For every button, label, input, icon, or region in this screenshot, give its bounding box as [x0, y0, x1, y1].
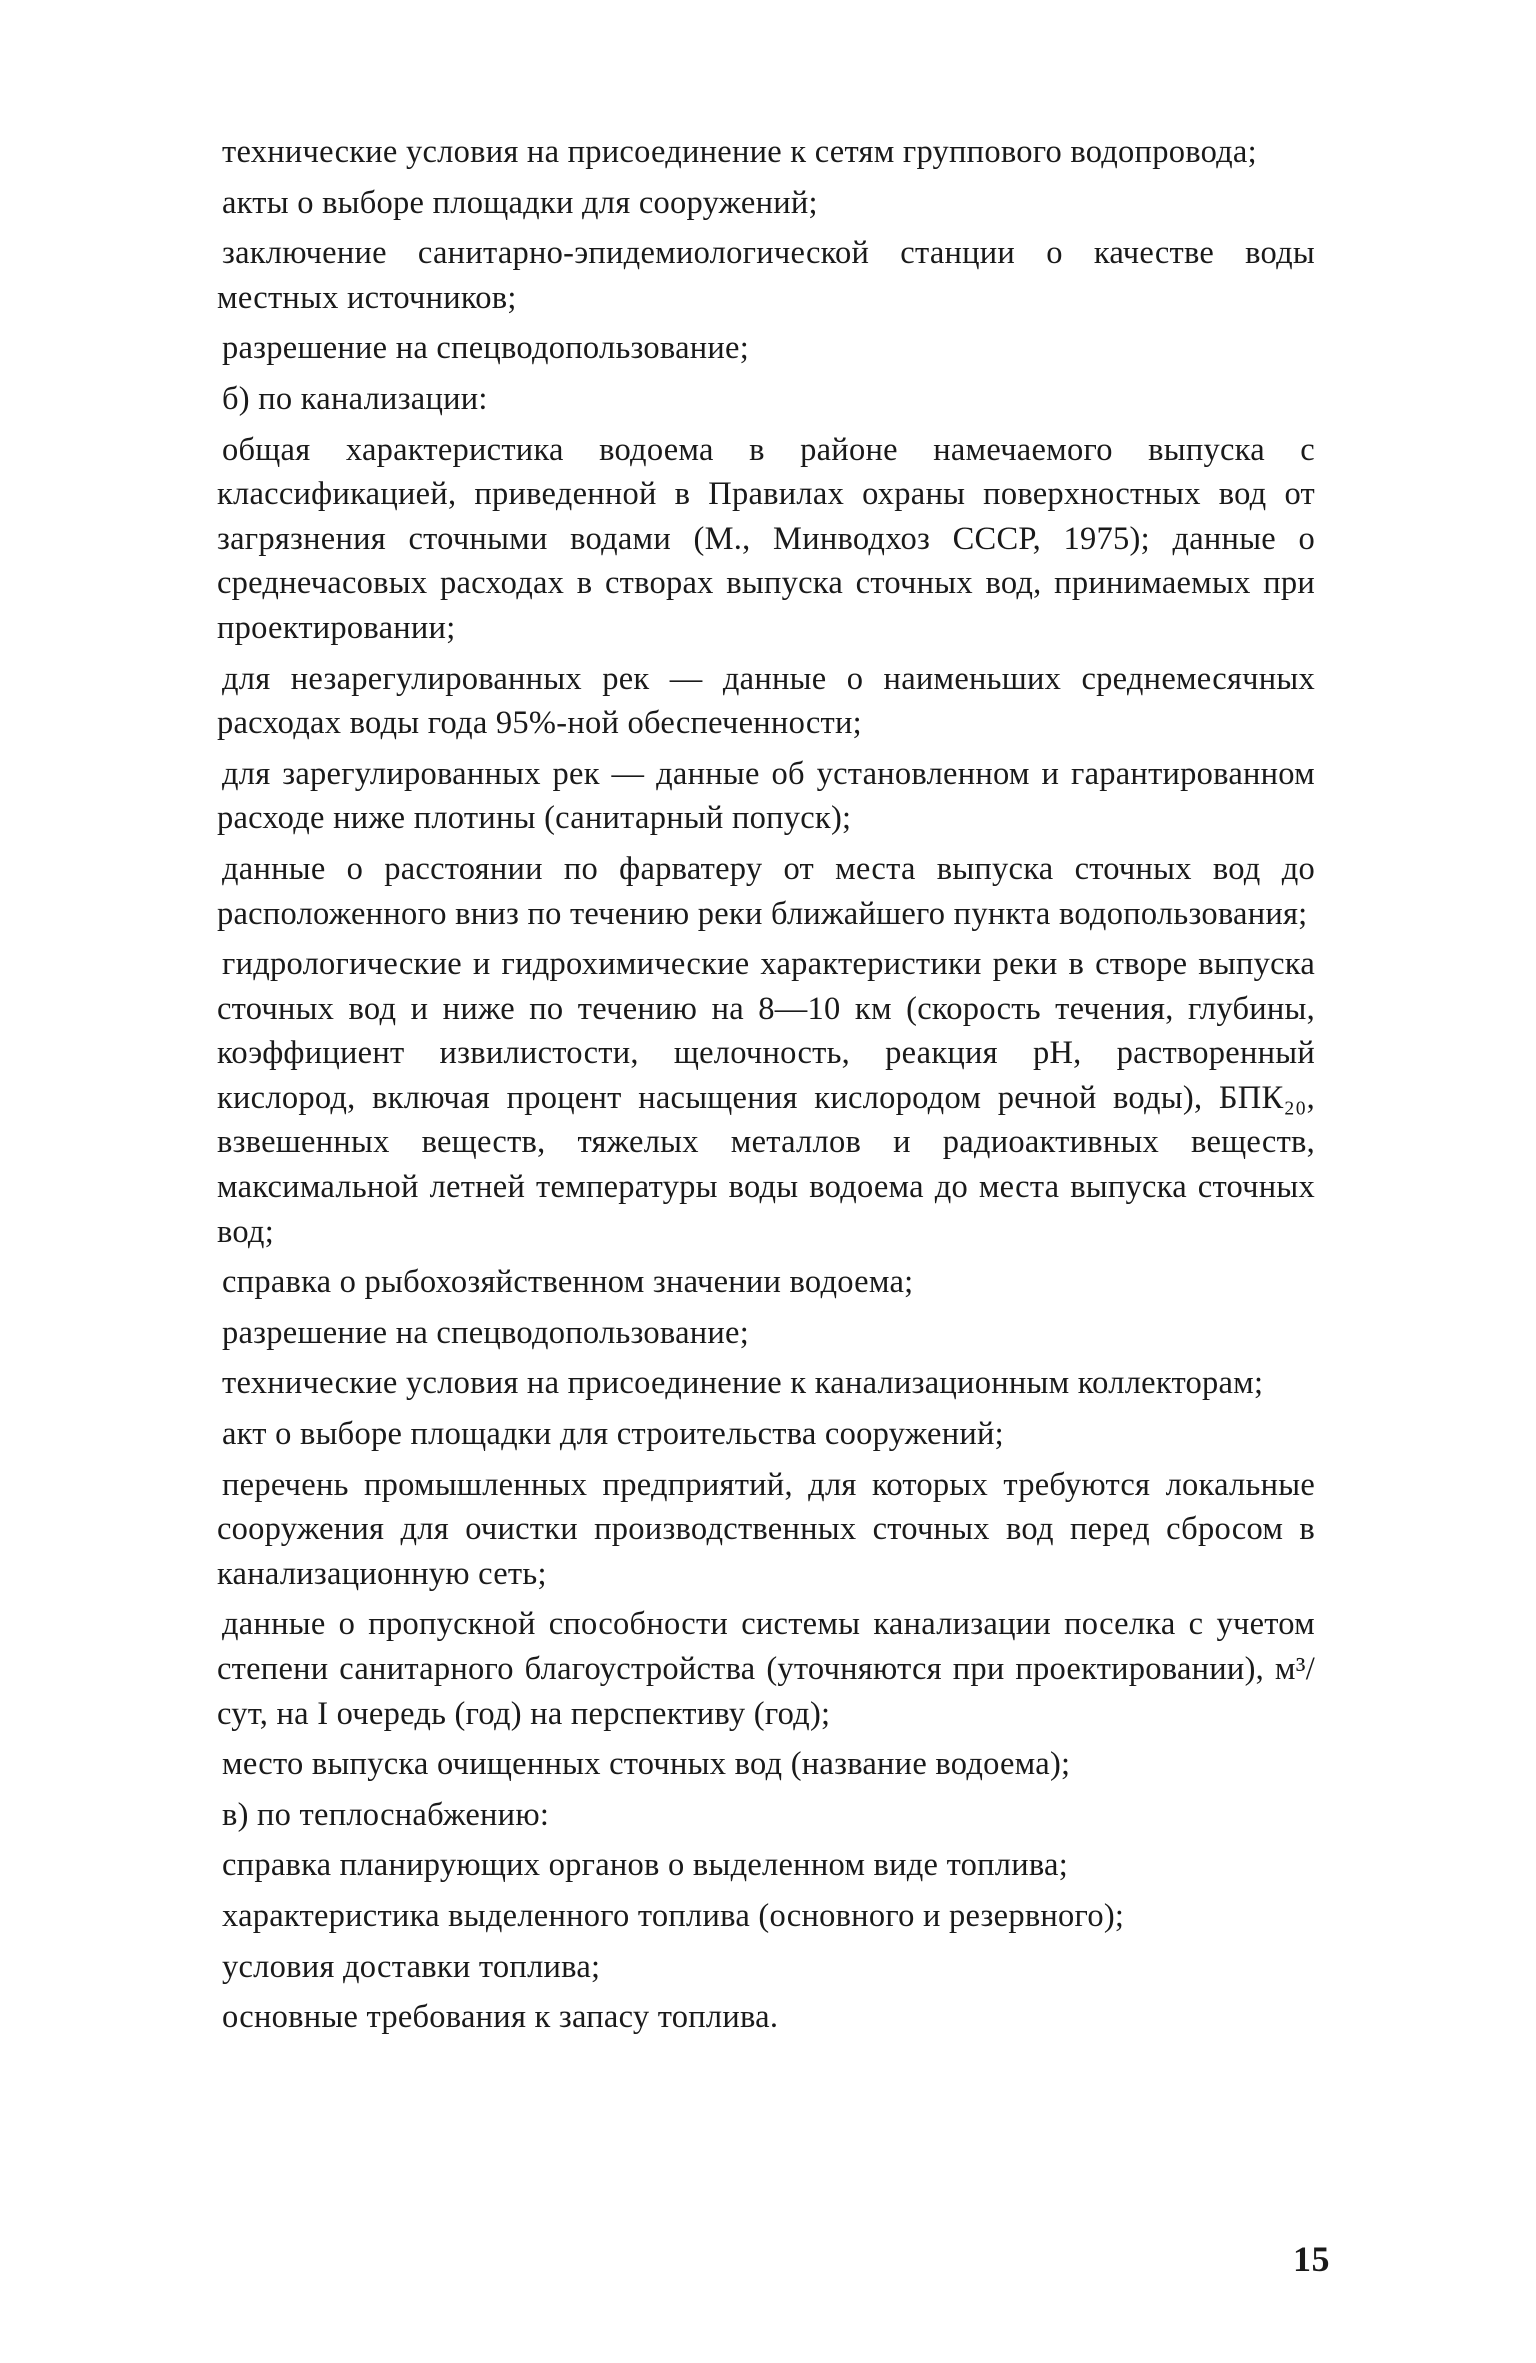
paragraph-discharge-location: место выпуска очищенных сточных вод (название водоема);: [222, 1746, 1071, 1783]
paragraph-site-selection-acts: акты о выборе площадки для сооружений;: [222, 184, 818, 221]
paragraph-tech-conditions-water: технические условия на присоединение к сетям группового водопровода;: [222, 134, 1257, 170]
paragraph-tech-conditions-sewer: технические условия на присоединение к канализационным коллекторам;: [222, 1365, 1264, 1402]
page-number: 15: [1293, 2239, 1330, 2279]
paragraph-unregulated-rivers: для незарегулированных рек — данные о наименьших среднемесячных расходах воды года 95%-ной обеспеченности;: [217, 660, 1315, 742]
paragraph-construction-site-act: акт о выборе площадки для строительства сооружений;: [222, 1416, 1004, 1453]
paragraph-fuel-type-reference: справка планирующих органов о выделенном виде топлива;: [222, 1847, 1069, 1884]
body-text: [217, 130, 1315, 2046]
paragraph-fairway-distance: данные о расстоянии по фарватеру от места выпуска сточных вод до расположенного вниз по течению реки ближайшего пункта водопользования;: [217, 850, 1315, 932]
paragraph-special-water-use-permit: разрешение на спецводопользование;: [222, 330, 750, 367]
paragraph-sewer-capacity: данные о пропускной способности системы канализации поселка с учетом степени санитарного благоустройства (уточняются при проектировании), м³/сут, на I очередь (год) на перспективу (год);: [217, 1606, 1315, 1732]
paragraph-water-body-characteristics: общая характеристика водоема в районе намечаемого выпуска с классификацией, приведенной в Правилах охраны поверхностных вод от загрязнения сточными водами (М., Минводхоз СССР, 1975); данные о среднечасовых расходах в створах выпуска сточных вод, принимаемых при проектировании;: [217, 431, 1315, 646]
paragraph-industrial-enterprises: перечень промышленных предприятий, для которых требуются локальные сооружения для очистки производственных сточных вод перед сбросом в канализационную сеть;: [217, 1466, 1315, 1592]
paragraph-fuel-reserve: основные требования к запасу топлива.: [222, 1999, 779, 2036]
paragraph-hydrological-characteristics: гидрологические и гидрохимические характеристики реки в створе выпуска сточных вод и ниже по течению на 8—10 км (скорость течения, глубины, коэффициент извилистости, щелочность, реакция pH, растворенный кислород, включая процент насыщения кислородом речной воды), БПК₂₀, взвешенных веществ, тяжелых металлов и радиоактивных веществ, максимальной летней температуры воды водоема до места выпуска сточных вод;: [217, 946, 1315, 1250]
paragraph-fishery-reference: справка о рыбохозяйственном значении водоема;: [222, 1264, 914, 1301]
paragraph-special-water-use-permit-2: разрешение на спецводопользование;: [222, 1314, 750, 1351]
section-heading-heat-supply: в) по теплоснабжению:: [222, 1796, 550, 1833]
paragraph-fuel-characteristics: характеристика выделенного топлива (основного и резервного);: [222, 1897, 1125, 1934]
paragraph-regulated-rivers: для зарегулированных рек — данные об установленном и гарантированном расходе ниже плотины (санитарный попуск);: [217, 755, 1315, 837]
paragraph-fuel-delivery: условия доставки топлива;: [222, 1948, 601, 1985]
paragraph-sanitary-conclusion: заключение санитарно-эпидемиологической станции о качестве воды местных источников;: [217, 235, 1315, 316]
section-heading-sewerage: б) по канализации:: [222, 380, 488, 417]
